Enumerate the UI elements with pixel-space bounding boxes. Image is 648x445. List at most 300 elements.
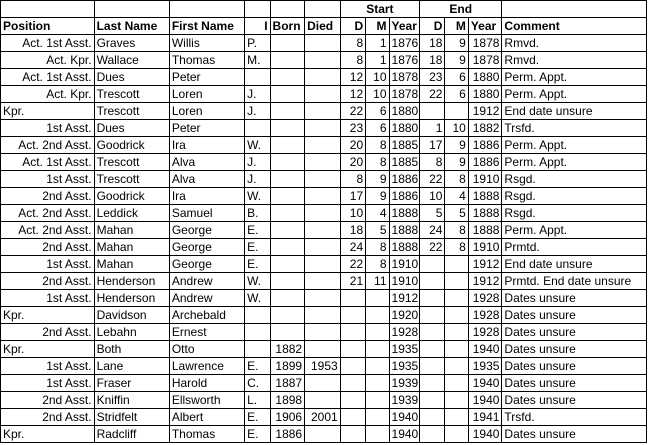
end-year-cell: 1928 [468,290,502,307]
initial-cell: J. [245,154,270,171]
born-cell [270,52,305,69]
last-name-cell: Dues [94,120,169,137]
start-day-cell: 22 [340,256,365,273]
position-cell: Act. 2nd Asst. [1,137,95,154]
table-row [1,375,647,392]
table-row [1,188,647,205]
position-cell: 2nd Asst. [1,324,95,341]
born-cell [270,137,305,154]
column-header-row [1,18,647,35]
position-cell: 1st Asst. [1,358,95,375]
comment-cell: Dates unsure [502,341,647,358]
position-cell: Act. 2nd Asst. [1,205,95,222]
born-cell [270,290,305,307]
first-name-cell: Andrew [169,273,244,290]
table-row [1,69,647,86]
first-name-cell: George [169,256,244,273]
end-month-cell: 8 [445,171,468,188]
end-year-cell: 1940 [468,375,502,392]
table-row [1,324,647,341]
end-year-cell: 1928 [468,307,502,324]
initial-cell [245,324,270,341]
born-cell [270,154,305,171]
start-month-cell: 6 [366,103,389,120]
start-year-cell: 1928 [389,324,420,341]
initial-cell: W. [245,137,270,154]
died-cell [305,103,341,120]
table-row [1,154,647,171]
position-cell: Act. 1st Asst. [1,35,95,52]
end-month-cell: 8 [445,222,468,239]
first-name-cell: Thomas [169,426,244,443]
initial-column-header: I [245,18,270,35]
born-cell [270,171,305,188]
start-day-cell [340,358,365,375]
born-cell [270,222,305,239]
start-month-cell: 10 [366,69,389,86]
position-cell: Act. 1st Asst. [1,69,95,86]
start-day-cell [340,426,365,443]
last-name-cell: Trescott [94,86,169,103]
first-name-cell: Loren [169,103,244,120]
born-column-header: Born [270,18,305,35]
initial-cell: C. [245,375,270,392]
end-year-cell: 1935 [468,358,502,375]
start-year-cell: 1935 [389,341,420,358]
position-cell: Act. 1st Asst. [1,154,95,171]
start-month-cell: 8 [366,154,389,171]
start-year-cell: 1935 [389,358,420,375]
end-year-cell: 1878 [468,52,502,69]
initial-cell: W. [245,290,270,307]
table-row [1,290,647,307]
initial-cell: M. [245,52,270,69]
end-day-cell: 1 [420,120,445,137]
last-name-cell: Mahan [94,256,169,273]
comment-cell: Dates unsure [502,307,647,324]
end-month-cell: 6 [445,86,468,103]
first-name-cell: Harold [169,375,244,392]
first-name-cell: Ira [169,188,244,205]
end-month-cell: 9 [445,35,468,52]
last-name-cell: Stridfelt [94,409,169,426]
born-cell [270,324,305,341]
start-month-column-header: M [366,18,389,35]
born-cell [270,273,305,290]
empty-header-cell [245,1,270,18]
start-month-cell: 1 [366,52,389,69]
start-month-cell: 1 [366,35,389,52]
died-cell: 2001 [305,409,341,426]
position-cell: 1st Asst. [1,256,95,273]
end-day-cell [420,324,445,341]
last-name-cell: Graves [94,35,169,52]
born-cell [270,69,305,86]
end-day-cell: 8 [420,154,445,171]
initial-cell [245,341,270,358]
initial-cell: E. [245,222,270,239]
end-month-cell [445,256,468,273]
last-name-cell: Dues [94,69,169,86]
last-name-cell: Kniffin [94,392,169,409]
last-name-column-header: Last Name [94,18,169,35]
table-row [1,409,647,426]
start-day-cell: 12 [340,69,365,86]
last-name-cell: Fraser [94,375,169,392]
start-month-cell [366,409,389,426]
born-cell [270,239,305,256]
start-month-cell: 4 [366,205,389,222]
end-day-cell: 24 [420,222,445,239]
start-day-cell [340,341,365,358]
comment-cell: Rmvd. [502,35,647,52]
died-cell [305,392,341,409]
table-row [1,222,647,239]
end-year-cell: 1880 [468,86,502,103]
position-cell: 2nd Asst. [1,392,95,409]
start-month-cell: 9 [366,171,389,188]
comment-cell: End date unsure [502,256,647,273]
born-cell [270,86,305,103]
start-year-cell: 1886 [389,188,420,205]
table-row [1,86,647,103]
first-name-cell: Peter [169,120,244,137]
comment-cell: Rmvd. [502,52,647,69]
end-month-cell [445,409,468,426]
end-month-column-header: M [445,18,468,35]
initial-cell: L. [245,392,270,409]
start-year-cell: 1888 [389,222,420,239]
born-cell [270,103,305,120]
table-row [1,35,647,52]
last-name-cell: Goodrick [94,188,169,205]
comment-cell: Perm. Appt. [502,154,647,171]
initial-cell: E. [245,409,270,426]
end-month-cell [445,290,468,307]
start-month-cell [366,307,389,324]
table-row [1,239,647,256]
start-year-cell: 1886 [389,171,420,188]
end-year-cell: 1940 [468,426,502,443]
born-cell: 1899 [270,358,305,375]
start-month-cell [366,290,389,307]
start-year-cell: 1876 [389,35,420,52]
end-day-cell [420,273,445,290]
start-year-cell: 1920 [389,307,420,324]
start-year-cell: 1878 [389,86,420,103]
end-year-cell: 1888 [468,205,502,222]
born-cell: 1882 [270,341,305,358]
end-group-header: End [420,1,502,18]
died-cell [305,341,341,358]
position-cell: 2nd Asst. [1,239,95,256]
end-month-cell [445,341,468,358]
end-year-cell: 1940 [468,392,502,409]
start-month-cell [366,358,389,375]
start-month-cell [366,392,389,409]
last-name-cell: Radcliff [94,426,169,443]
position-cell: Kpr. [1,341,95,358]
end-day-cell [420,426,445,443]
position-cell: Act. Kpr. [1,52,95,69]
born-cell [270,120,305,137]
start-day-cell [340,290,365,307]
end-day-cell [420,375,445,392]
end-month-cell [445,358,468,375]
start-year-cell: 1888 [389,205,420,222]
first-name-cell: Peter [169,69,244,86]
end-day-cell: 22 [420,239,445,256]
initial-cell [245,69,270,86]
table-row [1,307,647,324]
end-day-cell: 10 [420,188,445,205]
born-cell: 1887 [270,375,305,392]
position-cell: Act. 2nd Asst. [1,222,95,239]
last-name-cell: Lane [94,358,169,375]
start-year-cell: 1876 [389,52,420,69]
comment-cell: Dates unsure [502,392,647,409]
died-cell [305,52,341,69]
first-name-cell: Willis [169,35,244,52]
position-cell: 2nd Asst. [1,188,95,205]
end-month-cell [445,324,468,341]
end-day-cell [420,290,445,307]
start-day-cell [340,307,365,324]
last-name-cell: Both [94,341,169,358]
died-cell [305,426,341,443]
start-day-cell: 8 [340,35,365,52]
died-cell [305,290,341,307]
table-row [1,256,647,273]
start-month-cell: 8 [366,239,389,256]
start-year-cell: 1940 [389,409,420,426]
comment-cell: Dates unsure [502,358,647,375]
comment-cell: Dates unsure [502,426,647,443]
last-name-cell: Goodrick [94,137,169,154]
comment-cell: Perm. Appt. [502,69,647,86]
last-name-cell: Trescott [94,154,169,171]
end-year-cell: 1912 [468,103,502,120]
start-month-cell [366,341,389,358]
start-day-cell: 23 [340,120,365,137]
first-name-cell: Otto [169,341,244,358]
table-row [1,205,647,222]
position-cell: 1st Asst. [1,120,95,137]
died-cell [305,120,341,137]
end-day-cell [420,307,445,324]
last-name-cell: Henderson [94,290,169,307]
end-day-cell [420,103,445,120]
end-year-column-header: Year [468,18,502,35]
table-row [1,358,647,375]
end-year-cell: 1888 [468,222,502,239]
initial-cell: J. [245,171,270,188]
start-day-cell: 10 [340,205,365,222]
comment-cell: Trsfd. [502,409,647,426]
end-year-cell: 1912 [468,273,502,290]
end-month-cell: 4 [445,188,468,205]
start-month-cell: 8 [366,137,389,154]
end-day-cell: 5 [420,205,445,222]
end-year-cell: 1888 [468,188,502,205]
first-name-cell: Thomas [169,52,244,69]
end-year-cell: 1878 [468,35,502,52]
first-name-cell: Samuel [169,205,244,222]
position-cell: Kpr. [1,103,95,120]
end-day-cell [420,409,445,426]
table-row [1,273,647,290]
start-month-cell: 9 [366,188,389,205]
comment-cell: Rsgd. [502,205,647,222]
comment-cell: Dates unsure [502,324,647,341]
start-year-cell: 1939 [389,375,420,392]
initial-cell: P. [245,35,270,52]
end-day-cell: 22 [420,171,445,188]
end-month-cell [445,375,468,392]
born-cell [270,256,305,273]
initial-cell: J. [245,103,270,120]
comment-cell: Perm. Appt. [502,137,647,154]
table-row [1,171,647,188]
comment-cell: Perm. Appt. [502,86,647,103]
start-group-header: Start [340,1,419,18]
end-day-cell: 23 [420,69,445,86]
end-year-cell: 1910 [468,171,502,188]
end-year-cell: 1940 [468,341,502,358]
born-cell [270,205,305,222]
end-month-cell: 10 [445,120,468,137]
start-year-cell: 1910 [389,256,420,273]
table-row [1,120,647,137]
last-name-cell: Henderson [94,273,169,290]
first-name-cell: Alva [169,154,244,171]
start-day-cell [340,392,365,409]
start-day-cell: 21 [340,273,365,290]
start-day-cell: 8 [340,171,365,188]
last-name-cell: Davidson [94,307,169,324]
position-column-header: Position [1,18,95,35]
comment-cell: Dates unsure [502,290,647,307]
start-day-cell: 24 [340,239,365,256]
end-year-cell: 1928 [468,324,502,341]
initial-cell: B. [245,205,270,222]
table-row [1,103,647,120]
end-month-cell: 9 [445,154,468,171]
died-cell [305,307,341,324]
end-day-column-header: D [420,18,445,35]
end-month-cell: 9 [445,52,468,69]
initial-cell: E. [245,358,270,375]
empty-header-cell [94,1,169,18]
first-name-cell: Ira [169,137,244,154]
first-name-cell: Loren [169,86,244,103]
end-year-cell: 1886 [468,154,502,171]
born-cell: 1886 [270,426,305,443]
start-month-cell: 8 [366,256,389,273]
initial-cell: E. [245,426,270,443]
start-year-cell: 1878 [389,69,420,86]
start-month-cell: 11 [366,273,389,290]
comment-cell: Rsgd. [502,171,647,188]
last-name-cell: Trescott [94,171,169,188]
start-day-cell: 20 [340,137,365,154]
initial-cell: E. [245,256,270,273]
died-cell [305,375,341,392]
last-name-cell: Mahan [94,239,169,256]
first-name-cell: Alva [169,171,244,188]
table-body [1,1,647,443]
start-year-cell: 1880 [389,120,420,137]
born-cell [270,35,305,52]
end-month-cell: 5 [445,205,468,222]
start-month-cell: 5 [366,222,389,239]
table-row [1,52,647,69]
position-cell: 1st Asst. [1,171,95,188]
start-day-cell: 18 [340,222,365,239]
last-name-cell: Lebahn [94,324,169,341]
start-day-cell: 12 [340,86,365,103]
died-cell [305,239,341,256]
end-month-cell: 9 [445,137,468,154]
start-day-cell: 22 [340,103,365,120]
start-year-cell: 1912 [389,290,420,307]
last-name-cell: Trescott [94,103,169,120]
died-cell [305,205,341,222]
empty-header-cell [502,1,647,18]
start-year-cell: 1939 [389,392,420,409]
first-name-cell: Archebald [169,307,244,324]
first-name-column-header: First Name [169,18,244,35]
end-month-cell [445,273,468,290]
empty-header-cell [270,1,305,18]
died-cell [305,188,341,205]
end-month-cell [445,426,468,443]
comment-cell: Prmtd. [502,239,647,256]
died-cell [305,273,341,290]
start-month-cell [366,324,389,341]
start-month-cell [366,426,389,443]
born-cell [270,188,305,205]
died-cell [305,154,341,171]
position-cell: Kpr. [1,426,95,443]
died-cell [305,324,341,341]
end-month-cell [445,392,468,409]
first-name-cell: Albert [169,409,244,426]
initial-cell: W. [245,273,270,290]
start-day-cell: 17 [340,188,365,205]
initial-cell: W. [245,188,270,205]
end-month-cell [445,307,468,324]
position-cell: 2nd Asst. [1,409,95,426]
end-year-cell: 1910 [468,239,502,256]
first-name-cell: George [169,222,244,239]
end-day-cell [420,256,445,273]
end-month-cell: 8 [445,239,468,256]
first-name-cell: Ellsworth [169,392,244,409]
end-day-cell: 18 [420,52,445,69]
empty-header-cell [169,1,244,18]
start-day-cell: 20 [340,154,365,171]
died-cell [305,222,341,239]
died-cell [305,256,341,273]
end-day-cell: 22 [420,86,445,103]
start-month-cell: 6 [366,120,389,137]
position-cell: 1st Asst. [1,375,95,392]
born-cell: 1906 [270,409,305,426]
born-cell [270,307,305,324]
position-cell: Act. Kpr. [1,86,95,103]
comment-cell: End date unsure [502,103,647,120]
